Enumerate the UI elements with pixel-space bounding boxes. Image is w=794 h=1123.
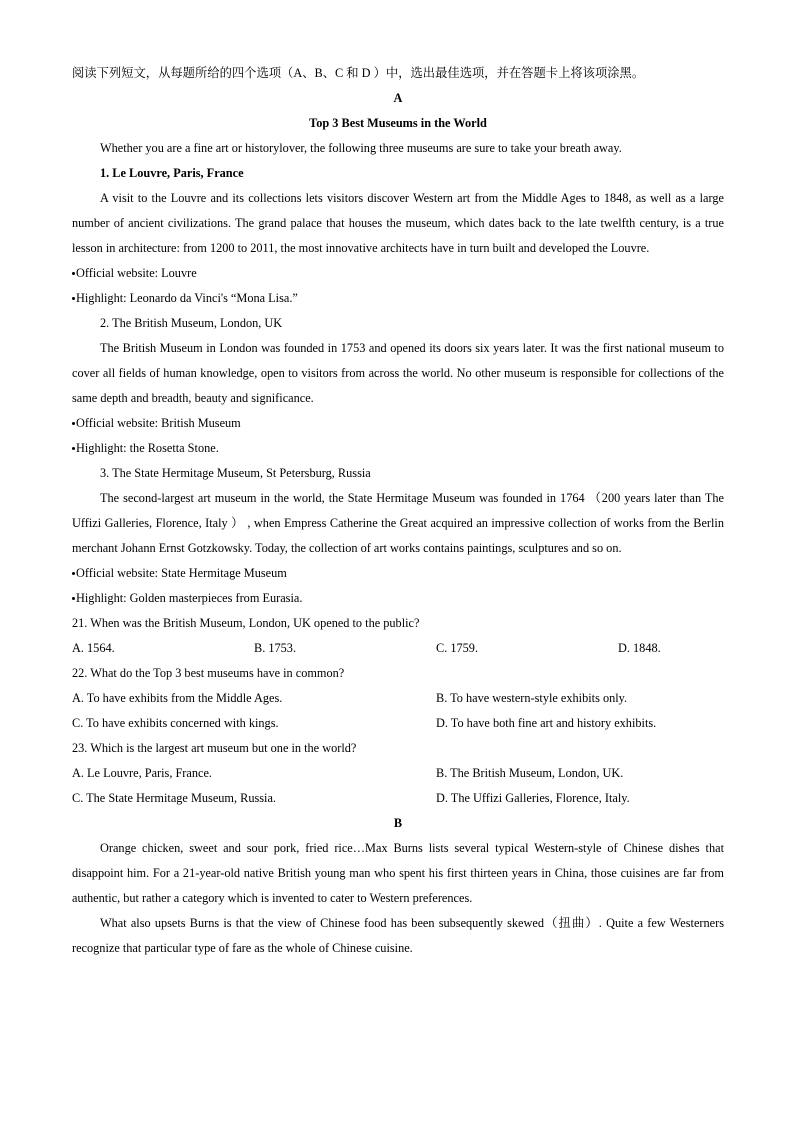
museum-3-website: Official website: State Hermitage Museum [72,561,724,586]
question-22-option-c[interactable]: C. To have exhibits concerned with kings. [72,716,279,730]
museum-1-heading: 1. Le Louvre, Paris, France [100,166,244,180]
question-21-option-c[interactable]: C. 1759. [436,641,479,655]
museum-1-website: Official website: Louvre [72,261,724,286]
museum-2-highlight: Highlight: the Rosetta Stone. [72,436,724,461]
question-23-option-b[interactable]: B. The British Museum, London, UK. [436,766,624,780]
bullet-icon [72,447,75,450]
museum-2-description: The British Museum in London was founded in 1753 and opened its doors six years later. It was the first national museum to cover all fields of human knowledge, open to visitors from across the world. No other museum is responsible for collections of the same depth and breadth, beauty and significance. [72,341,724,405]
exam-page [72,61,724,961]
question-21-option-d[interactable]: D. 1848. [618,641,661,655]
question-23-options-row-1 [72,761,724,786]
bullet-icon [72,297,75,300]
question-22-option-b[interactable]: B. To have western-style exhibits only. [436,691,628,705]
museum-2-heading: 2. The British Museum, London, UK [100,316,283,330]
passage-a-title: Top 3 Best Museums in the World [309,116,487,130]
museum-3-highlight: Highlight: Golden masterpieces from Eurasia. [72,586,724,611]
museum-3-description: The second-largest art museum in the world, the State Hermitage Museum was founded in 1764 （200 years later than The Uffizi Galleries, Florence, Italy ） , when Empress Catherine the Great acquired an impressive collection of works from the Berlin merchant Johann Ernst Gotzkowsky. Today, the collection of art works contains paintings, sculptures and so on. [72,491,724,555]
section-b-label: B [393,816,403,830]
question-22-option-d[interactable]: D. To have both fine art and history exhibits. [436,716,657,730]
museum-1-description: A visit to the Louvre and its collections lets visitors discover Western art from the Middle Ages to 1848, as well as a large number of ancient civilizations. The grand palace that houses the museum, which dates back to the late twelfth century, is a true lesson in architecture: from 1200 to 2011, the most innovative architects have in turn built and developed the Louvre. [72,191,724,255]
bullet-icon [72,597,75,600]
question-23-stem: 23. Which is the largest art museum but one in the world? [72,741,357,755]
question-23-option-d[interactable]: D. The Uffizi Galleries, Florence, Italy. [436,791,630,805]
question-21-option-a[interactable]: A. 1564. [72,641,115,655]
question-23-option-a[interactable]: A. Le Louvre, Paris, France. [72,766,213,780]
question-23-option-c[interactable]: C. The State Hermitage Museum, Russia. [72,791,277,805]
question-22-stem: 22. What do the Top 3 best museums have in common? [72,666,345,680]
question-21-option-b[interactable]: B. 1753. [254,641,297,655]
bullet-icon [72,272,75,275]
question-23-options-row-2 [72,786,724,811]
museum-3-heading: 3. The State Hermitage Museum, St Petersburg, Russia [100,466,371,480]
passage-b-paragraph-2: What also upsets Burns is that the view of Chinese food has been subsequently skewed（扭曲）. Quite a few Westerners recognize that particular type of fare as the whole of Chinese cuisine. [72,916,724,955]
instruction-text: 阅读下列短文，从每题所给的四个选项（A、B、C 和 D ）中，选出最佳选项，并在答题卡上将该项涂黑。 [72,66,645,80]
passage-b-paragraph-1: Orange chicken, sweet and sour pork, fried rice…Max Burns lists several typical Western-style of Chinese dishes that disappoint him. For a 21-year-old native British young man who spent his first thirteen years in China, those cuisines are far from authentic, but rather a category which is invented to cater to Western preferences. [72,841,724,905]
question-22-options-row-2 [72,711,724,736]
museum-2-website: Official website: British Museum [72,411,724,436]
question-22-options-row-1 [72,686,724,711]
question-22-option-a[interactable]: A. To have exhibits from the Middle Ages. [72,691,283,705]
bullet-icon [72,572,75,575]
museum-1-highlight: Highlight: Leonardo da Vinci's “Mona Lisa.” [72,286,724,311]
question-21-options [72,636,724,661]
passage-a-intro: Whether you are a fine art or historylover, the following three museums are sure to take your breath away. [100,141,622,155]
section-a-label: A [393,91,403,105]
bullet-icon [72,422,75,425]
question-21-stem: 21. When was the British Museum, London, UK opened to the public? [72,616,420,630]
